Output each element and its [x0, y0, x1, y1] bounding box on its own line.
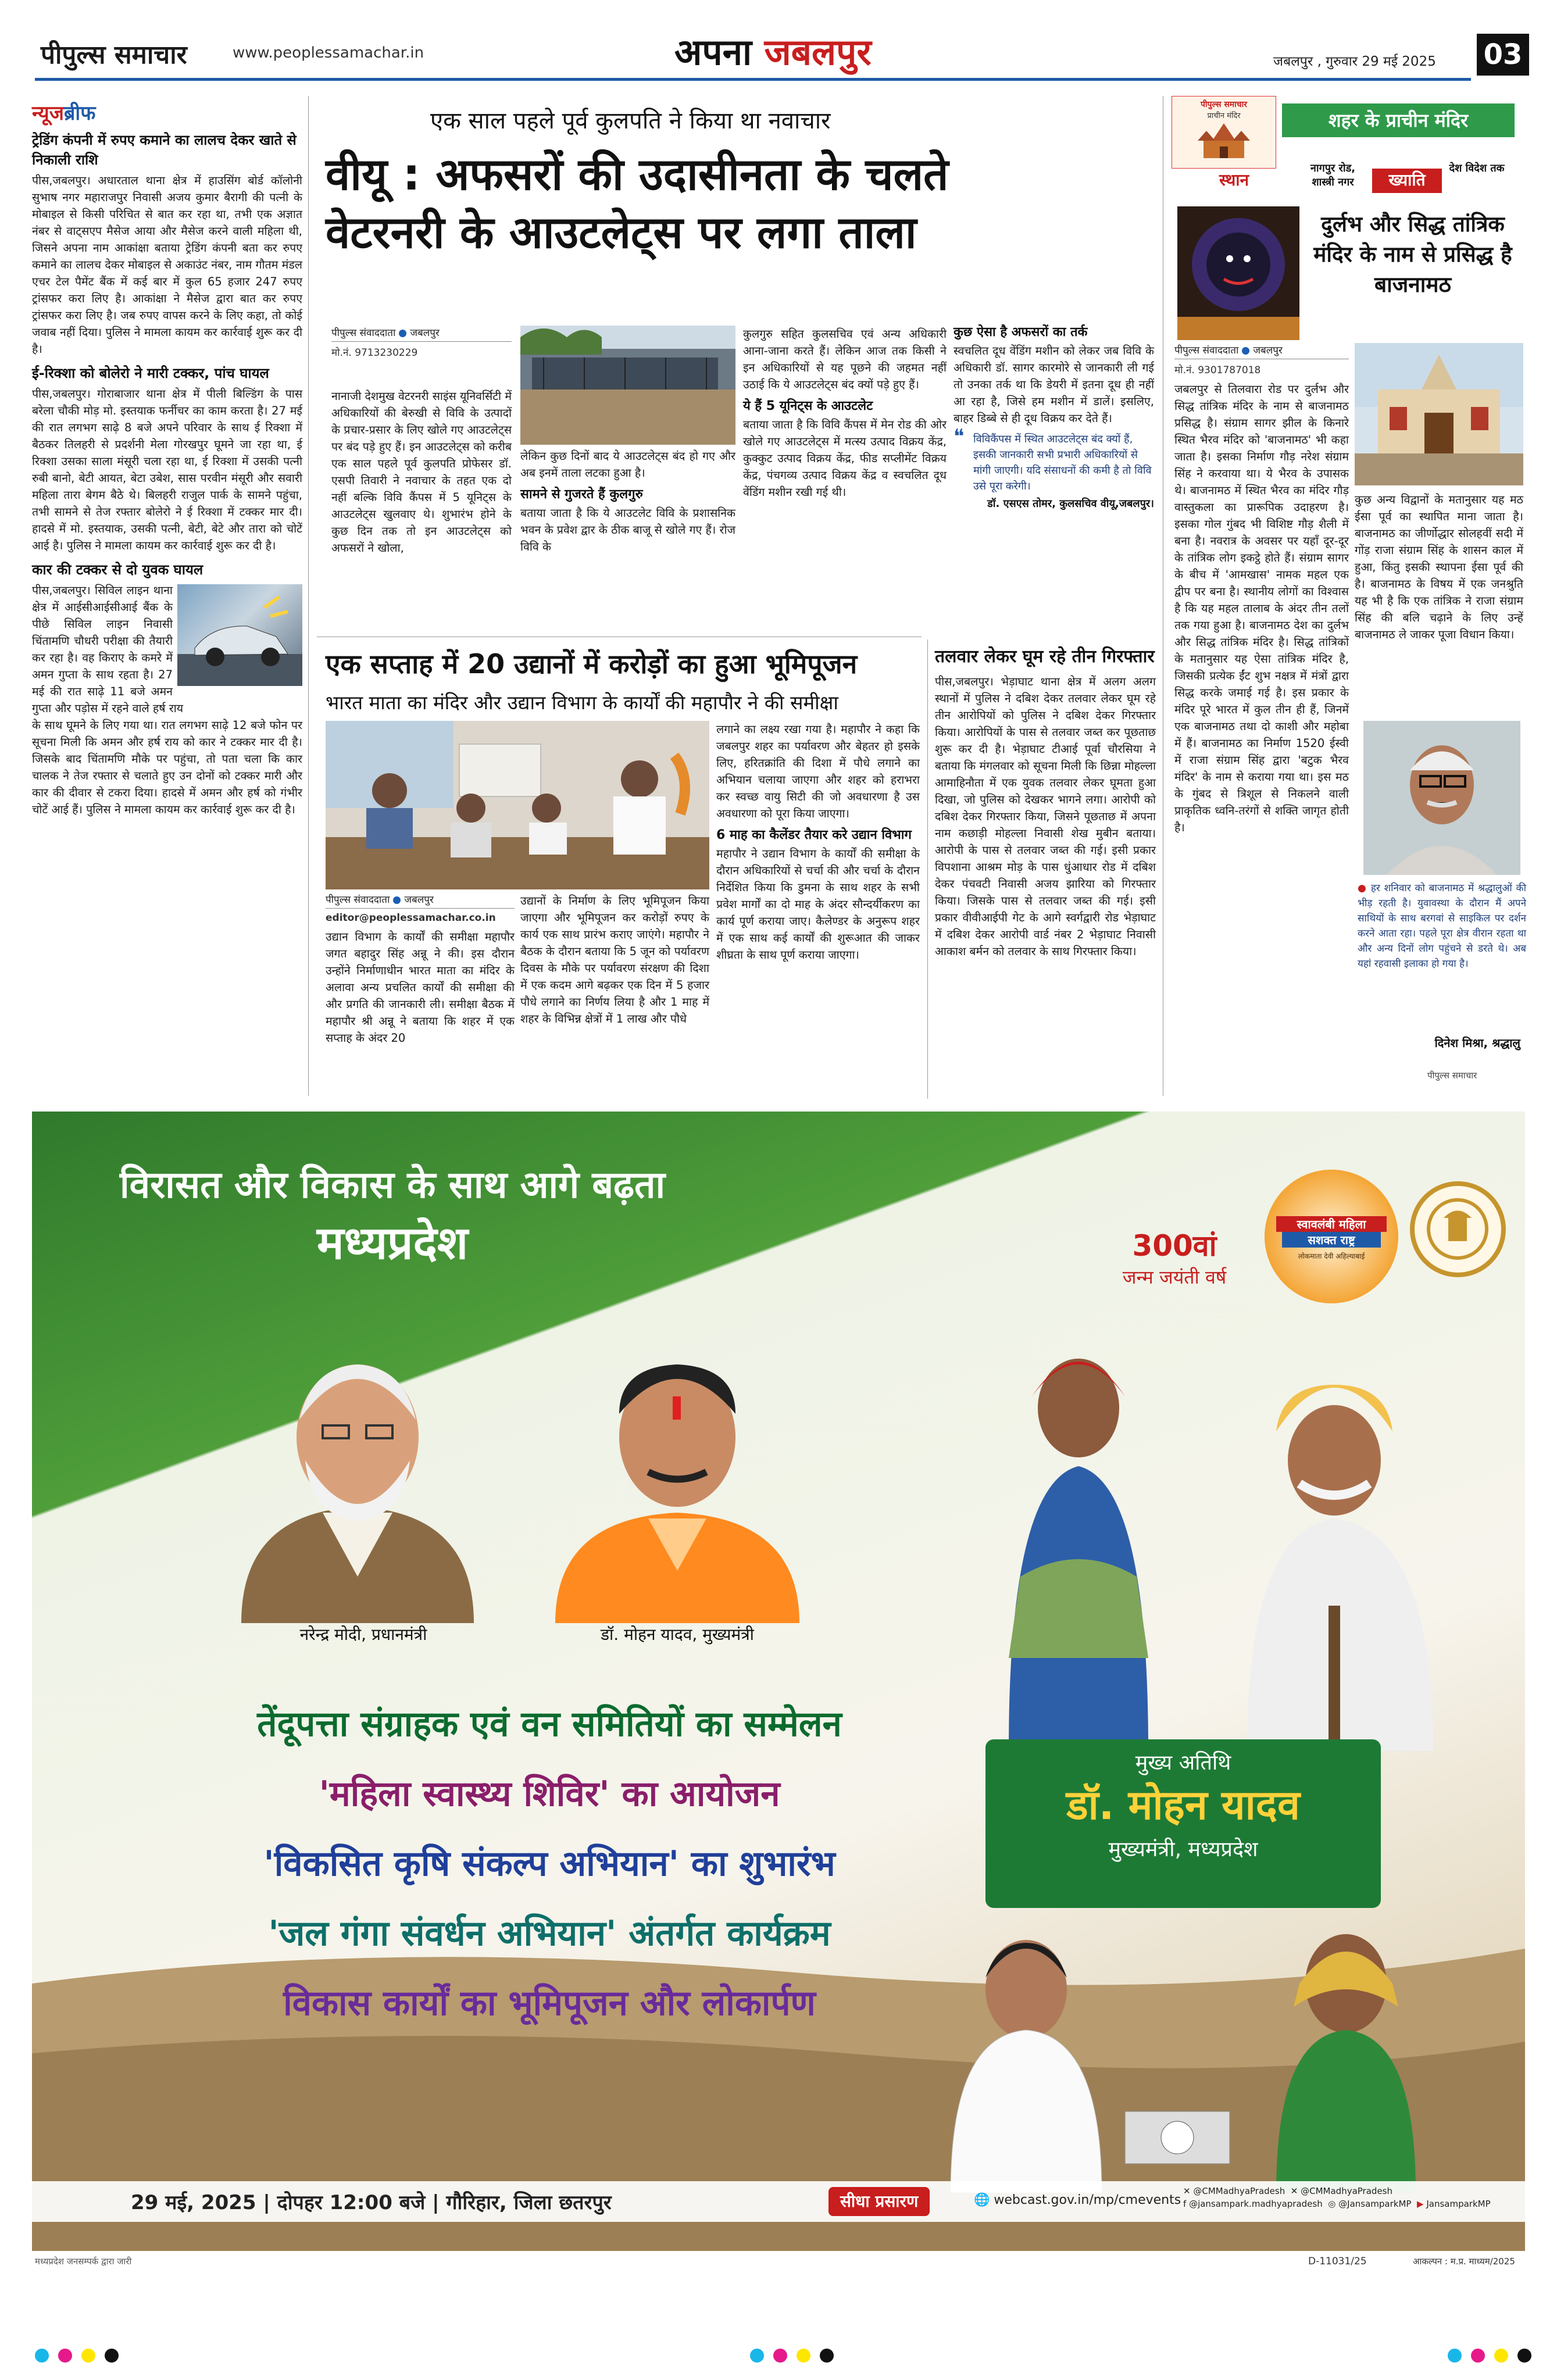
caption-pointer-icon: ●: [1358, 882, 1367, 894]
lead-col-4: [954, 323, 1154, 510]
reg-mark-magenta: [773, 2349, 787, 2363]
lead-byline-city: जबलपुर: [410, 327, 440, 339]
temple-icon: [1180, 120, 1267, 161]
globe-icon: 🌐: [974, 2193, 990, 2207]
bajnamath-temple-photo: [1355, 343, 1523, 485]
social-handles: [1183, 2185, 1520, 2210]
chief-guest-name: डॉ. मोहन यादव: [1066, 1781, 1300, 1829]
event-details: 29 मई, 2025 | दोपहर 12:00 बजे | गौरिहार, जिला छतरपुर: [131, 2191, 612, 2214]
twitter-icon: ✕: [1290, 2186, 1298, 2196]
pm-portrait: [230, 1321, 485, 1623]
ad-state: मध्यप्रदेश: [316, 1217, 469, 1270]
ad-line-4: 'जल गंगा संवर्धन अभियान' अंतर्गत कार्यक्रम: [268, 1913, 831, 1954]
devotee-name: दिनेश मिश्रा, श्रद्धालु: [1434, 1036, 1520, 1050]
quote-text: विविकैंपस में स्थित आउटलेट्स बंद क्यों हैं, इसकी जानकारी सभी प्रभारी अधिकारियों से मांगी जाएगी। यदि संसाधनों की कमी है तो विवि उसे पूरा करेगी।: [973, 433, 1152, 492]
lead-col-2-top: लेकिन कुछ दिनों बाद ये आउटलेट्स बंद हो गए और अब इनमें ताला लटका हुआ है।: [520, 449, 735, 480]
reg-mark-magenta: [1471, 2349, 1485, 2363]
lead-col-3-text: कुलगुरु सहित कुलसचिव एवं अन्य अधिकारी आना-जाना करते हैं। लेकिन आज तक किसी ने इन अधिकारियों से यह पूछने की जहमत नहीं उठाई कि ये आउटलेट्स बंद क्यों पड़े हुए हैं।: [743, 327, 947, 391]
quote-author: डॉ. एसएस तोमर, कुलसचिव वीयू,जबलपुर।: [987, 498, 1154, 510]
site-url[interactable]: www.peoplessamachar.in: [233, 44, 424, 62]
instagram-icon: ◎: [1328, 2199, 1336, 2209]
social-handle-5[interactable]: JansamparkMP: [1426, 2199, 1491, 2209]
live-word-1: सीधा: [840, 2192, 870, 2211]
ad-line-3: 'विकसित कृषि संकल्प अभियान' का शुभारंभ: [263, 1843, 835, 1884]
chief-guest-box: [985, 1739, 1381, 1908]
udyan-headline[interactable]: एक सप्ताह में 20 उद्यानों में करोड़ों का हुआ भूमिपूजन: [326, 648, 858, 680]
registrar-quote: [954, 425, 1154, 494]
reg-mark-yellow: [797, 2349, 810, 2363]
lead-headline-line-1: वीयू : अफसरों की उदासीनता के चलते: [326, 148, 949, 200]
mandir-logo-sub: प्राचीन मंदिर: [1207, 112, 1241, 120]
lead-col-3b-text: बताया जाता है कि विवि कैंपस में मेन रोड की ओर खोले गए आउटलेट्स में मत्स्य उत्पाद विक्रय केंद्र, कुक्कुट उत्पाद विक्रय केंद्र, फीड सप्लीमेंट विक्रय केंद्र, पंचगव्य उत्पाद विक्रय केंद्र व स्वचलित दूध वेंडिंग मशीन रखी गई थी।: [743, 418, 947, 499]
ahilyabai-badge: [1265, 1170, 1398, 1303]
social-handle-2[interactable]: @jansampark.madhyapradesh: [1189, 2199, 1323, 2209]
reg-mark-black: [105, 2349, 119, 2363]
news-brief-tag: [32, 99, 302, 126]
ad-code-right: आकल्पन : म.प्र. माध्यम/2025: [1413, 2256, 1515, 2267]
bhairav-idol-photo: [1177, 206, 1299, 340]
lead-byline: [331, 326, 512, 342]
badge-line-2: सशक्त राष्ट्र: [1282, 1232, 1381, 1248]
lead-col-2-text: बताया जाता है कि ये आउटलेट विवि के प्रशासनिक भवन के प्रवेश द्वार के ठीक बाजू से खोले गए हैं। रोज विवि के: [520, 506, 735, 553]
udyan-col-3-text: लगाने का लक्ष्य रखा गया है। महापौर ने कहा कि जबलपुर शहर का पर्यावरण और बेहतर हो इसके लिए, हरितक्रांति की दिशा में पौधे लगाने का अभियान चलाया जाएगा और शहर को हराभरा कर स्वच्छ वायु सिटी की जो अवधारणा है उस अवधारणा को पूरा किया जाएगा।: [716, 723, 920, 820]
brief-1-title[interactable]: ट्रेडिंग कंपनी में रुपए कमाने का लालच देकर खाते से निकाली राशि: [32, 132, 297, 168]
lead-headline[interactable]: [326, 145, 1151, 262]
webcast-url: webcast.gov.in/mp/cmevents: [994, 2193, 1181, 2207]
car-crash-photo: [177, 584, 302, 686]
badge-line-1: स्वावलंबी महिला: [1276, 1216, 1387, 1232]
reg-mark-magenta: [58, 2349, 72, 2363]
sthan-label: स्थान: [1172, 169, 1297, 193]
reg-mark-yellow: [1494, 2349, 1508, 2363]
mandir-info-strip: [1172, 157, 1520, 201]
anniversary-text: जन्म जयंती वर्ष: [1122, 1266, 1227, 1288]
udyan-subhead-calendar: 6 माह का कैलेंडर तैयार करे उद्यान विभाग: [716, 828, 912, 842]
lead-headline-line-2: वेटरनरी के आउटलेट्स पर लगा ताला: [326, 206, 917, 258]
caption-text: हर शनिवार को बाजनामठ में श्रद्धालुओं की भीड़ रहती है। युवावस्था के दौरान मैं अपने साथियों के साथ बरगवां से साइकिल पर दर्शन करने आता रहा। पहले पूरा क्षेत्र वीरान रहता था और अन्य दिनों लोग पहुंचने से डरते थे। अब यहां रहवासी इलाका हो गया है।: [1358, 882, 1526, 970]
issue-date: जबलपुर , गुरुवार 29 मई 2025: [1273, 54, 1436, 69]
social-handle-3[interactable]: @CMMadhyaPradesh: [1301, 2186, 1392, 2196]
column-divider: [308, 96, 309, 1096]
brief-3-body-bottom: के साथ घूमने के लिए गया था। रात लगभग साढ़े 12 बजे फोन पर सूचना मिली कि अमन और हर्ष राय को कार ने टक्कर मार दी है। जिसके बाद चिंतामणि मौके पर पहुंचा, तो पता चला कि कार चालक ने तेज रफ्तार से चलाते हुए उन दोनों को टक्कर मारी और कार की दीवार से टकरा दिया। हादसे में अमन और हर्ष को गंभीर चोटें आई हैं। पुलिस ने मामला कायम कर कार्रवाई शुरू कर दी है।: [32, 719, 302, 816]
social-handle-4[interactable]: @JansamparkMP: [1338, 2199, 1412, 2209]
talwar-title[interactable]: तलवार लेकर घूम रहे तीन गिरफ्तार: [935, 646, 1155, 667]
mandir-col-2-text: कुछ अन्य विद्वानों के मतानुसार यह मठ ईसा पूर्व का स्थापित माना जाता है। बाजनामठ का जीर्णोद्धार सोलहवीं सदी में गोंड़ राजा संग्राम सिंह के शासन काल में हुआ, किंतु इसकी स्थापना ईसा पूर्व की है। बाजनामठ के विषय में एक जनश्रुति यह भी है कि एक तांत्रिक ने राजा संग्राम सिंह की बलि चढ़ाने के लिए उन्हें बाजनामठ ले जाकर पूजा विधान किया।: [1355, 493, 1523, 641]
brief-2-body: पीस,जबलपुर। गोराबाजार थाना क्षेत्र में पीली बिल्डिंग के पास बरेला चौकी मोड़ मो. इस्तयाक फर्नीचर का काम करता है। 27 मई की रात लगभग साढ़े 8 बजे अपने परिवार के साथ ई रिक्शा में बैठकर तिलहरी से प्रदर्शनी मेला गोरखपुर घूमने जा रहा था, ई रिक्शा उसका साला मंसूरी चला रहा था, ई रिक्शा में उसकी पत्नी रुबी बानो, बेटी आयत, बेटा उबेश, सास परवीन मंसूरी और सवारी महिला तारा बेगम बैठे थे। बिलहरी राजुल पार्क के सामने पहुंचा, तभी सामने से तेज रफ्तार बोलेरो ने ई रिक्शा में टक्कर मार दी। हादसे में मो. इस्तयाक, उसकी पत्नी, बेटी, बेटे और तारा को चोटें आई है। पुलिस ने मामला कायम कर कार्रवाई शुरू कर दी है।: [32, 387, 302, 552]
cm-portrait: [538, 1327, 817, 1623]
devotee-portrait-photo: [1363, 721, 1520, 875]
sthan-value: नागपुर रोड, शास्त्री नगर: [1310, 162, 1356, 188]
ad-code-mid: D-11031/25: [1308, 2256, 1367, 2267]
mandir-series-title: शहर के प्राचीन मंदिर: [1282, 103, 1515, 137]
ad-code-left: मध्यप्रदेश जनसम्पर्क द्वारा जारी: [35, 2256, 132, 2267]
lead-col-4-text: स्वचलित दूध वेंडिंग मशीन को लेकर जब विवि के अधिकारी डॉ. सागर कारमोरे से जानकारी ली गई तो उनका तर्क था कि डेयरी में इतना दूध ही नहीं आ रहा है, जिसे हम मशीन में डालें। इसलिए, बाहर डिब्बे से ही दूध विक्रय कर देते हैं।: [954, 344, 1154, 425]
mandir-byline-name: पीपुल्स संवाददाता: [1174, 345, 1239, 356]
quote-icon: ❝: [954, 425, 965, 448]
mp-govt-emblem-icon: [1410, 1181, 1506, 1277]
lead-col-3: [743, 326, 947, 501]
mandir-footer-tag: पीपुल्स समाचार: [1427, 1070, 1477, 1081]
lead-subhead-kulguru: सामने से गुजरते हैं कुलगुरु: [520, 487, 643, 502]
mandir-logo-top: पीपुल्स समाचार: [1200, 100, 1248, 109]
lead-col-1-text: नानाजी देशमुख वेटरनरी साइंस यूनिवर्सिटी में अधिकारियों की बेरुखी से विवि के उत्पादों के प्रचार-प्रसार के लिए खोले गए आउटलेट्स पर बंद पड़े हुए हैं। इन आउटलेट्स को करीब एक साल पहले पूर्व कुलपति प्रोफेसर डॉ. एसपी तिवारी ने नवाचार के तहत एक दो नहीं बल्कि विवि कैंपस में 5 यूनिट्स के आउटलेट्स खुलवाए थे। शुभारंभ होने के कुछ दिन तक तो इन आउटलेट्स को अफसरों ने खोला,: [331, 389, 512, 555]
mandir-byline: [1174, 343, 1349, 359]
lead-mobile: मो.नं. 9713230229: [331, 347, 418, 359]
udyan-col-3b-text: महापौर ने उद्यान विभाग के कार्यों की समीक्षा के दौरान अधिकारियों से चर्चा की और चर्चा के दौरान निर्देशित किया कि डुमना के साथ शहर के सभी प्रवेश मार्गों का दो माह के अंदर सौन्दर्यीकरण का कार्य पूर्ण कराया जाए। कैलेण्डर के अनुरूप शहर में एक साथ कई कार्यों की शुरूआत की जाकर शीघ्रता के साथ पूर्ण कराया जाएगा।: [716, 847, 920, 962]
chief-guest-label: मुख्य अतिथि: [1135, 1751, 1231, 1775]
masthead: [0, 0, 1557, 78]
udyan-col-1: [326, 892, 515, 1046]
page-number: 03: [1477, 34, 1529, 76]
brief-tag-a: न्यूज: [32, 102, 64, 125]
udyan-byline: [326, 892, 515, 909]
chief-guest-title: मुख्यमंत्री, मध्यप्रदेश: [1108, 1838, 1258, 1861]
talwar-divider: [927, 639, 928, 1099]
govt-advertisement: [32, 1112, 1525, 2251]
udyan-col-1-text: उद्यान विभाग के कार्यों की समीक्षा महापौर जगत बहादुर सिंह अन्नू ने की। इस दौरान उन्होंने निर्माणाधीन भारत माता का मंदिर के अलावा अन्य प्रचलित कार्यों की समीक्षा की और प्रगति की जानकारी ली। समीक्षा बैठक में महापौर श्री अन्नू ने बताया कि शहर में एक सप्ताह के अंदर 20: [326, 930, 515, 1045]
live-badge: [829, 2187, 930, 2216]
ad-tagline: विरासत और विकास के साथ आगे बढ़ता: [119, 1164, 666, 1207]
udyan-email[interactable]: editor@peoplessamachar.co.in: [326, 912, 496, 924]
masthead-rule: [35, 78, 1471, 81]
mandir-col-1-text: जबलपुर से तिलवारा रोड पर दुर्लभ और सिद्ध तांत्रिक मंदिर के नाम से बाजनामठ प्रसिद्ध है। संग्राम सागर झील के किनारे स्थित भैरव मंदिर को 'बाजनामठ' भी कहा जाता है। इसका निर्माण गौड़ नरेश संग्राम सिंह ने करवाया था। ये भैरव के उपासक थे। बाजनामठ में स्थित भैरव का मंदिर गौड़ वास्तुकला का प्रारूपिक उदाहरण है। इसका गोल गुंबद भी विशिष्ट गौड़ शैली में बना है। नवरात्र के अवसर पर यहाँ दूर-दूर के तांत्रिक लोग इकट्ठे होते हैं। संग्राम सागर के बीच में 'आमखास' नामक महल एक द्वीप पर बना है। स्थानीय लोगों का विश्वास है कि यह महल तालाब के अंदर तीन तलों तक गया हुआ है। बाजनामठ देश का दुर्लभ और सिद्ध तांत्रिक मंदिर है। सिद्ध तांत्रिकों के मतानुसार यह ऐसा तांत्रिक मंदिर है, जिसकी प्रत्येक ईंट शुभ नक्षत्र में मंत्रों द्वारा सिद्ध करके जमाई गई है। इस प्रकार के मंदिर पूरे भारत में कुल तीन ही हैं, जिनमें एक बाजनामठ तथा दो काशी और महोबा में हैं। बाजनामठ का निर्माण 1520 ईस्वी में राजा संग्राम सिंह द्वारा 'बटुक भैरव मंदिर' के नाम से कराया गया था। इस मठ के गुंबद से त्रिशूल से निकलने वाली प्राकृतिक ध्वनि-तरंगों से शक्ति जागृत होती है।: [1174, 383, 1349, 834]
event-strip: [32, 2181, 1525, 2222]
brief-1-body: पीस,जबलपुर। अधारताल थाना क्षेत्र में हाउसिंग बोर्ड कॉलोनी सुभाष नगर महाराजपुर निवासी अजय कुमार बैरागी की पत्नी के मोबाइल से किसी परिचित से बात कर रहा था, तभी एक अज्ञात नंबर से वाट्सएप मैसेज आया और मैसेज करने वाली महिला थी, जिसने अपना नाम आकांक्षा बताया ट्रेडिंग कंपनी बता कर रुपए कमाने का लालच देकर मोबाइल से अकाउंट नंबर, नाम गौतम मंडल एचर टेल पैमेंट बैंक में कई बार में कुल 65 हजार 247 रुपए ट्रांसफर करा लिए है। आकांक्षा ने मैसेज द्वारा बात कर रुपए ट्रांसफर करा लिए है। जब रुपए वापस करने के लिए कहा, तो कोई जवाब नहीं दिया। पुलिस ने मामला कायम कर कार्रवाई शुरू कर दी है।: [32, 174, 302, 356]
tribal-women-photo: [974, 1332, 1520, 1751]
badge-footer: लोकमाता देवी अहिल्याबाई: [1298, 1252, 1365, 1260]
youtube-icon: ▶: [1417, 2199, 1424, 2209]
cm-caption: डॉ. मोहन यादव, मुख्यमंत्री: [601, 1625, 754, 1644]
devotee-caption: [1358, 881, 1526, 971]
pm-caption: नरेन्द्र मोदी, प्रधानमंत्री: [299, 1625, 427, 1644]
brief-3-body-top: पीस,जबलपुर। सिविल लाइन थाना क्षेत्र में आईसीआईसीआई बैंक के पीछे सिविल लाइन निवासी चिंतामणि चौधरी परीक्षा की तैयारी कर रहा है। वह किराए के कमरे में अमन गुप्ता के साथ रहता है। 27 मई की रात साढ़े 11 बजे अमन गुप्ता और पड़ोस में रहने वाले हर्ष राय: [32, 584, 184, 715]
reg-mark-yellow: [81, 2349, 95, 2363]
talwar-body: पीस,जबलपुर। भेड़ाघाट थाना क्षेत्र में अलग अलग स्थानों में पुलिस ने दबिश देकर तलवार लेकर घूम रहे तीन आरोपियों को पुलिस ने दबिश देकर गिरफ्तार किया। आरोपियों के पास से तलवार जब्त कर पूछताछ शुरू कर दी है। भेड़ाघाट टीआई पूर्वा चौरसिया ने बताया कि मंगलवार को सूचना मिली कि छिन्ना मोहल्ला आमाहिनौता में एक युवक तलवार लेकर घूमता हुआ दिखा, जो पुलिस को देखकर भागने लगा। आरोपी को दबिश देकर गिरफ्तार किया, जिसने पूछताछ में अपना नाम कछाड़ी मोहल्ला निवासी शेख मुबीन बताया। आरोपी के पास से तलवार जब्त की गई। इसी प्रकार विपशाना आश्रम मोड़ के पास धुंआधार रोड में दबिश देकर पंचवटी निवासी अजय झारिया को गिरफ्तार किया। जिसके पास से तलवार जब्त की गई। इसी प्रकार वीवीआईपी गेट के आगे स्वर्गद्वारी रोड भेड़ाघाट में दबिश देकर आरोपी वार्ड नंबर 2 भेड़ाघाट निवासी आकाश बर्मन को तलवार के साथ गिरफ्तार किया।: [935, 675, 1156, 958]
reg-mark-cyan: [1448, 2349, 1462, 2363]
udyan-col-2: [520, 892, 709, 1027]
webcast-link[interactable]: [974, 2193, 1181, 2207]
mandir-headline[interactable]: दुर्लभ और सिद्ध तांत्रिक मंदिर के नाम से प्रसिद्ध है बाजनामठ: [1313, 212, 1512, 297]
ad-anniversary: [1084, 1225, 1265, 1289]
mayor-meeting-photo: [326, 721, 709, 889]
section-title: [674, 27, 872, 76]
anniversary-number: 300वां: [1132, 1229, 1217, 1263]
ad-line-2: 'महिला स्वास्थ्य शिविर' का आयोजन: [319, 1774, 780, 1814]
udyan-byline-name: पीपुल्स संवाददाता: [326, 894, 390, 906]
mandir-col-2: [1355, 491, 1523, 643]
brief-3-title[interactable]: कार की टक्कर से दो युवक घायल: [32, 562, 203, 578]
khyati-value: देश विदेश तक: [1449, 162, 1505, 174]
ad-line-1: तेंदूपत्ता संग्राहक एवं वन समितियों का सम्मेलन: [257, 1704, 842, 1745]
twitter-icon: ✕: [1183, 2186, 1191, 2196]
mandir-mobile: मो.नं. 9301787018: [1174, 364, 1261, 376]
byline-dot-icon: [393, 896, 401, 904]
brief-2-title[interactable]: ई-रिक्शा को बोलेरो ने मारी टक्कर, पांच घायल: [32, 365, 269, 381]
lead-byline-name: पीपुल्स संवाददाता: [331, 327, 396, 339]
udyan-col-3: [716, 721, 920, 963]
reg-mark-cyan: [750, 2349, 764, 2363]
talwar-story: [935, 645, 1156, 960]
byline-dot-icon: [1242, 347, 1249, 355]
reg-mark-black: [1517, 2349, 1531, 2363]
outlets-photo: [520, 326, 735, 445]
section-title-b: जबलपुर: [764, 31, 872, 73]
lead-subhead-argument: कुछ ऐसा है अफसरों का तर्क: [954, 325, 1088, 340]
mandir-byline-city: जबलपुर: [1253, 345, 1283, 356]
live-word-2: प्रसारण: [875, 2192, 919, 2211]
udyan-subhead: भारत माता का मंदिर और उद्यान विभाग के कार्यों की महापौर ने की समीक्षा: [326, 691, 838, 714]
lead-kicker: एक साल पहले पूर्व कुलपति ने किया था नवाचार: [430, 108, 831, 134]
brief-tag-b: ब्रीफ: [63, 102, 96, 125]
lead-col-2: [520, 448, 735, 555]
brief-3-wrap: [32, 582, 302, 717]
news-brief-column: [32, 99, 302, 1099]
health-camp-photo: [904, 1920, 1525, 2193]
section-title-a: अपना: [674, 31, 752, 73]
facebook-icon: f: [1183, 2199, 1187, 2209]
khyati-label: ख्याति: [1372, 169, 1442, 193]
ad-line-5: विकास कार्यों का भूमिपूजन और लोकार्पण: [283, 1983, 816, 2024]
udyan-col-2-text: उद्यानों के निर्माण के लिए भूमिपूजन किया जाएगा और भूमिपूजन कर करोड़ों रुपए के कार्य एक साथ प्रारंभ कराए जाएंगे। महापौर ने बैठक के दौरान बताया कि 5 जून को पर्यावरण दिवस के मौके पर पर्यावरण संरक्षण की दिशा में एक कदम आगे बढ़कर एक दिन में 5 हजार पौधे लगाने का निर्णय लिया है और 1 माह में शहर के विभिन्न क्षेत्रों में 1 लाख और पौधे: [520, 894, 709, 1025]
newspaper-logo: पीपुल्स समाचार: [41, 40, 187, 70]
social-handle-1[interactable]: @CMMadhyaPradesh: [1193, 2186, 1285, 2196]
byline-dot-icon: [399, 330, 406, 337]
mandir-col-1: [1174, 343, 1349, 836]
reg-mark-black: [820, 2349, 834, 2363]
lead-col-1: [331, 326, 512, 556]
lead-subhead-units: ये हैं 5 यूनिट्स के आउटलेट: [743, 399, 873, 413]
reg-mark-cyan: [35, 2349, 49, 2363]
udyan-byline-city: जबलपुर: [404, 894, 434, 906]
